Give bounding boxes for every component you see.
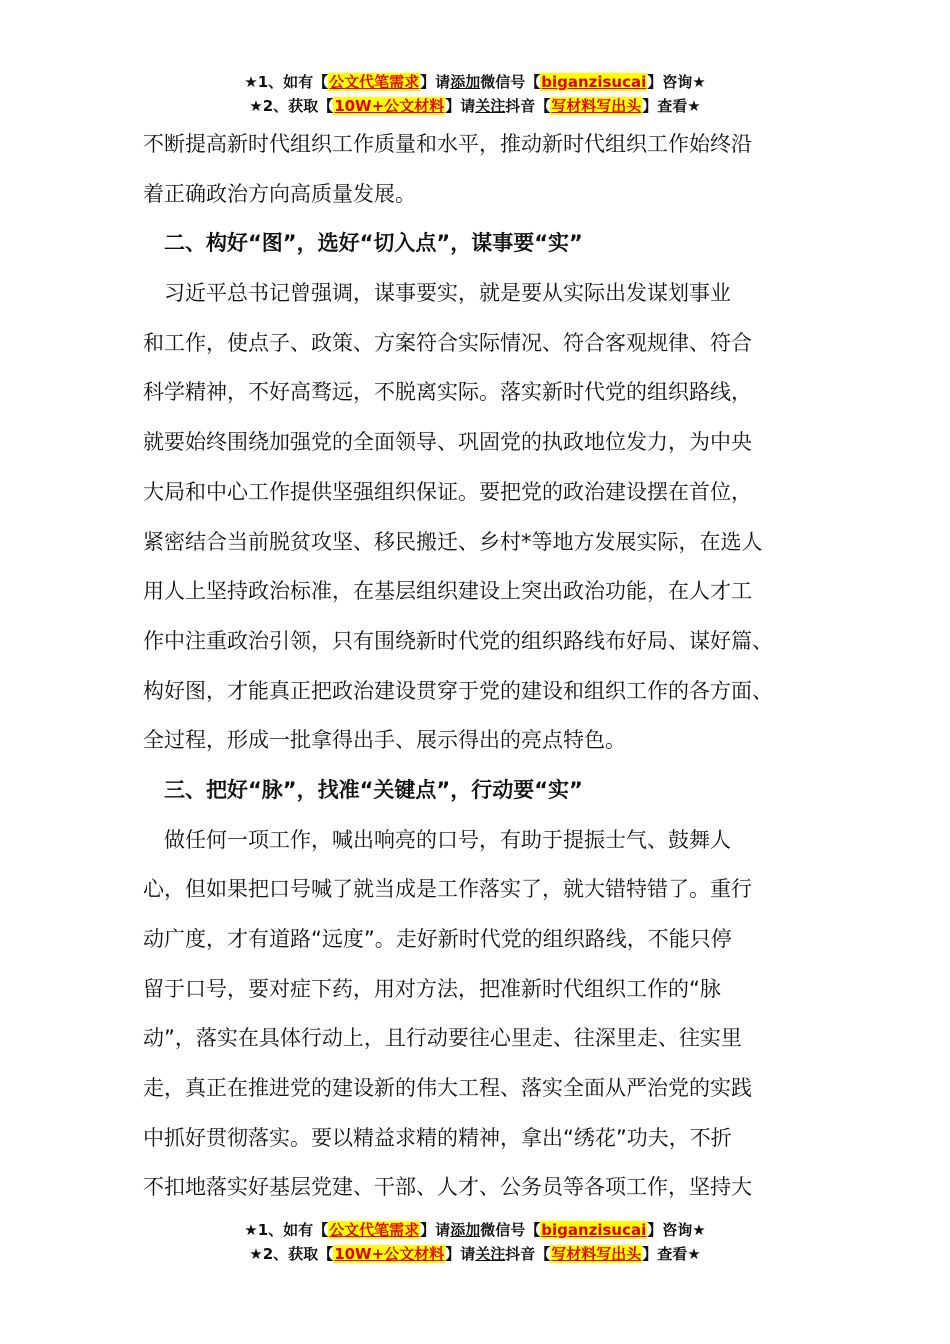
banner-text: 】咨询★ <box>647 73 706 91</box>
text-line: 做任何一项工作，喊出响亮的口号，有助于提振士气、鼓舞人 <box>143 827 731 852</box>
text-line: 全过程，形成一批拿得出手、展示得出的亮点特色。 <box>143 728 626 753</box>
banner-text: ★2、获取【 <box>249 1245 334 1263</box>
text-line: 大局和中心工作提供坚强组织保证。要把党的政治建设摆在首位， <box>143 479 752 504</box>
banner-text: 】查看★ <box>642 1245 701 1263</box>
banner-highlight: biganzisucai <box>541 73 647 91</box>
text-line: 走，真正在推进党的建设新的伟大工程、落实全面从严治党的实践 <box>143 1076 752 1101</box>
text-line: 留于口号，要对症下药，用对方法，把准新时代组织工作的“脉 <box>143 976 721 1001</box>
text-line: 不扣地落实好基层党建、干部、人才、公务员等各项工作，坚持大 <box>143 1175 752 1200</box>
text-line: 构好图，才能真正把政治建设贯穿于党的建设和组织工作的各方面、 <box>143 678 773 703</box>
banner-text: ★1、如有【 <box>244 73 329 91</box>
text-line: 不断提高新时代组织工作质量和水平，推动新时代组织工作始终沿 <box>143 132 752 156</box>
text-line: 习近平总书记曾强调，谋事要实，就是要从实际出发谋划事业 <box>143 281 731 306</box>
banner-text: 】请 <box>420 73 451 91</box>
banner-text: ★1、如有【 <box>244 1221 329 1239</box>
text-line: 就要始终围绕加强党的全面领导、巩固党的执政地位发力，为中央 <box>143 430 752 455</box>
text-line: 心，但如果把口号喊了就当成是工作落实了，就大错特错了。重行 <box>143 877 752 902</box>
footer-banner <box>0 1218 950 1266</box>
text-line: 着正确政治方向高质量发展。 <box>143 181 416 206</box>
banner-text: 抖音【 <box>505 97 551 115</box>
text-line: 作中注重政治引领，只有围绕新时代党的组织路线布好局、谋好篇、 <box>143 628 773 653</box>
document-body <box>143 120 823 1213</box>
text-line: 用人上坚持政治标准，在基层组织建设上突出政治功能，在人才工 <box>143 579 752 604</box>
banner-text: 】咨询★ <box>647 1221 706 1239</box>
text-line: 中抓好贯彻落实。要以精益求精的精神，拿出“绣花”功夫，不折 <box>143 1125 732 1150</box>
banner-line-2 <box>0 94 950 118</box>
banner-line-2 <box>0 1242 950 1266</box>
text-line: 动广度，才有道路“远度”。走好新时代党的组织路线，不能只停 <box>143 927 732 951</box>
section-heading: 三、把好“脉”，找准“关键点”，行动要“实” <box>143 777 583 802</box>
banner-line-1 <box>0 70 950 94</box>
banner-underlined-text: 添加 <box>450 1221 481 1239</box>
banner-highlight: 公文代笔需求 <box>329 73 420 91</box>
banner-highlight: 10W+公文材料 <box>334 97 445 115</box>
banner-underlined-text: 关注 <box>475 1245 506 1263</box>
banner-highlight: 写材料写出头 <box>551 97 642 115</box>
banner-highlight: 10W+公文材料 <box>334 1245 445 1263</box>
banner-text: 抖音【 <box>505 1245 551 1263</box>
text-line: 科学精神，不好高骛远，不脱离实际。落实新时代党的组织路线， <box>143 380 752 405</box>
header-banner <box>0 70 950 118</box>
banner-underlined-text: 添加 <box>450 73 481 91</box>
banner-text: ★2、获取【 <box>249 97 334 115</box>
text-line: 紧密结合当前脱贫攻坚、移民搬迁、乡村*等地方发展实际，在选人 <box>143 529 763 554</box>
banner-text: 】请 <box>445 97 476 115</box>
banner-line-1 <box>0 1218 950 1242</box>
banner-text: 】查看★ <box>642 97 701 115</box>
banner-text: 微信号【 <box>480 73 541 91</box>
banner-text: 微信号【 <box>480 1221 541 1239</box>
text-line: 和工作，使点子、政策、方案符合实际情况、符合客观规律、符合 <box>143 330 752 355</box>
banner-underlined-text: 关注 <box>475 97 506 115</box>
banner-text: 】请 <box>420 1221 451 1239</box>
banner-highlight: 公文代笔需求 <box>329 1221 420 1239</box>
banner-highlight: 写材料写出头 <box>551 1245 642 1263</box>
banner-text: 】请 <box>445 1245 476 1263</box>
banner-highlight: biganzisucai <box>541 1221 647 1239</box>
text-line: 动”，落实在具体行动上，且行动要往心里走、往深里走、往实里 <box>143 1026 742 1051</box>
section-heading: 二、构好“图”，选好“切入点”，谋事要“实” <box>143 231 583 256</box>
